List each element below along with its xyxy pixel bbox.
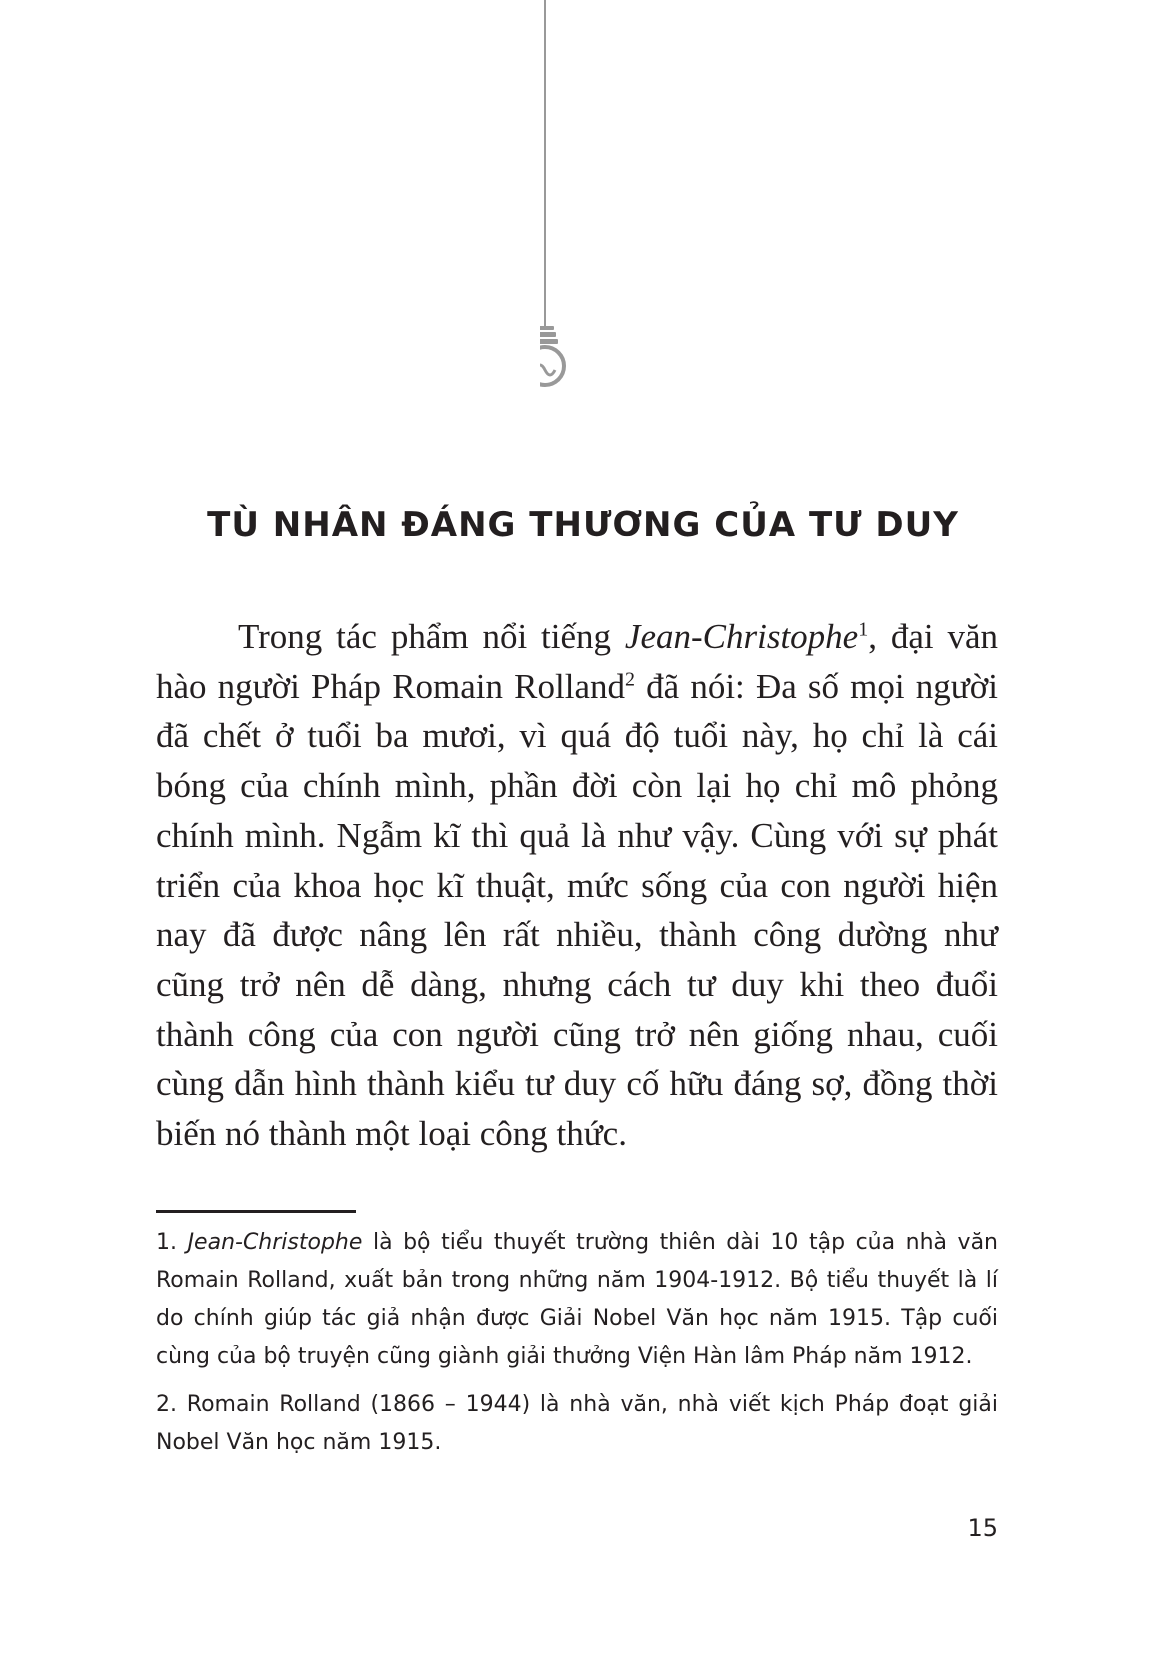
footnote-title: Jean-Christophe [187, 1230, 363, 1255]
work-title: Jean-Christophe [624, 617, 859, 656]
footnote-text: là bộ tiểu thuyết trường thiên dài 10 tập của nhà văn Romain Rolland, xuất bản trong những năm 1904-1912. Bộ tiểu thuyết là lí do chính giúp tác giả nhận được Giải Nobel Văn học năm 1915. Tập cuối cùng của bộ truyện cũng giành giải thưởng Viện Hàn lâm Pháp năm 1912. [156, 1230, 999, 1369]
footnote-number: 2. [156, 1392, 177, 1417]
hanging-light-bulb-icon [540, 0, 610, 420]
footnote-1 [156, 1224, 998, 1376]
footnote-number: 1. [156, 1230, 177, 1255]
footnotes [156, 1224, 998, 1472]
body-paragraph [156, 612, 998, 1159]
paragraph-text-part2: , đại văn hào người Pháp Romain Rolland [156, 617, 998, 706]
page-number: 15 [967, 1514, 998, 1542]
footnote-text: Romain Rolland (1866 – 1944) là nhà văn, nhà viết kịch Pháp đoạt giải Nobel Văn học năm 1915. [156, 1392, 998, 1455]
footnote-ref-2: 2 [625, 668, 635, 691]
footnote-2 [156, 1386, 998, 1462]
footnote-divider [156, 1210, 356, 1213]
chapter-title: TÙ NHÂN ĐÁNG THƯƠNG CỦA TƯ DUY [207, 505, 959, 545]
paragraph-text-part3: đã nói: Đa số mọi người đã chết ở tuổi ba mươi, vì quá độ tuổi này, họ chỉ là cái bóng của chính mình, phần đời còn lại họ chỉ mô phỏng chính mình. Ngẫm kĩ thì quả là như vậy. Cùng với sự phát triển của khoa học kĩ thuật, mức sống của con người hiện nay đã được nâng lên rất nhiều, thành công dường như cũng trở nên dễ dàng, nhưng cách tư duy khi theo đuổi thành công của con người cũng trở nên giống nhau, cuối cùng dẫn hình thành kiểu tư duy cố hữu đáng sợ, đồng thời biến nó thành một loại công thức. [156, 666, 998, 1154]
footnote-ref-1: 1 [858, 618, 869, 641]
paragraph-text-part1: Trong tác phẩm nổi tiếng [238, 617, 625, 656]
